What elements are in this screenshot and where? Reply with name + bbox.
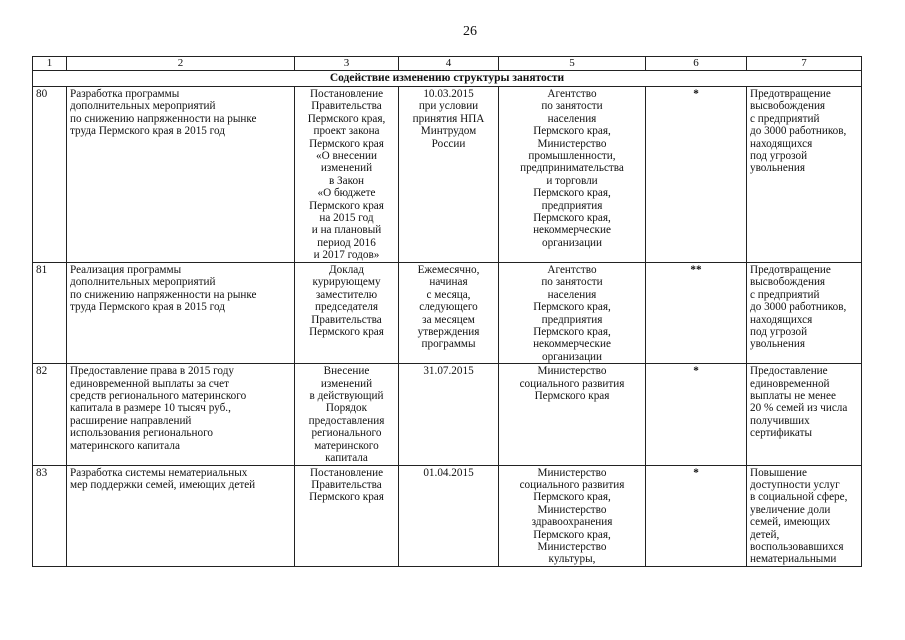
column-number-row (33, 57, 862, 71)
row-number: 80 (33, 87, 67, 263)
deadline-cell: Ежемесячно, начиная с месяца, следующего за месяцем утверждения программы (399, 263, 499, 364)
row-number: 82 (33, 364, 67, 465)
document-cell: Постановление Правительства Пермского края, проект закона Пермского края «О внесении изменений в Закон «О бюджете Пермского края на 2015 год и на плановый период 2016 и 2017 годов» (295, 87, 399, 263)
document-cell: Внесение изменений в действующий Порядок предоставления регионального материнского капитала (295, 364, 399, 465)
table-row (33, 87, 862, 263)
column-number: 3 (295, 57, 399, 71)
column-number: 7 (747, 57, 862, 71)
measure-cell: Предоставление права в 2015 году единовременной выплаты за счет средств регионального материнского капитала в размере 10 тысяч руб., расширение направлений использования регионального материнского капитала (67, 364, 295, 465)
result-cell: Предотвращение высвобождения с предприятий до 3000 работников, находящихся под угрозой увольнения (747, 263, 862, 364)
column-number: 1 (33, 57, 67, 71)
measure-cell: Реализация программы дополнительных мероприятий по снижению напряженности на рынке труда Пермского края в 2015 год (67, 263, 295, 364)
financing-mark: ** (646, 263, 747, 364)
responsible-cell: Агентство по занятости населения Пермского края, Министерство промышленности, предпринимательства и торговли Пермского края, предприятия Пермского края, некоммерческие организации (499, 87, 646, 263)
deadline-cell: 01.04.2015 (399, 465, 499, 566)
responsible-cell: Агентство по занятости населения Пермского края, предприятия Пермского края, некоммерческие организации (499, 263, 646, 364)
section-header-row (33, 71, 862, 87)
row-number: 81 (33, 263, 67, 364)
responsible-cell: Министерство социального развития Пермского края (499, 364, 646, 465)
financing-mark: * (646, 364, 747, 465)
document-cell: Доклад курирующему заместителю председателя Правительства Пермского края (295, 263, 399, 364)
measure-cell: Разработка системы нематериальных мер поддержки семей, имеющих детей (67, 465, 295, 566)
column-number: 4 (399, 57, 499, 71)
page-number: 26 (463, 24, 477, 39)
measure-cell: Разработка программы дополнительных мероприятий по снижению напряженности на рынке труда Пермского края в 2015 год (67, 87, 295, 263)
document-cell: Постановление Правительства Пермского края (295, 465, 399, 566)
result-cell: Предоставление единовременной выплаты не менее 20 % семей из числа получивших сертификаты (747, 364, 862, 465)
row-number: 83 (33, 465, 67, 566)
column-number: 2 (67, 57, 295, 71)
column-number: 5 (499, 57, 646, 71)
financing-mark: * (646, 465, 747, 566)
section-title: Содействие изменению структуры занятости (33, 71, 862, 87)
table-row (33, 263, 862, 364)
deadline-cell: 31.07.2015 (399, 364, 499, 465)
financing-mark: * (646, 87, 747, 263)
table-row (33, 465, 862, 566)
responsible-cell: Министерство социального развития Пермского края, Министерство здравоохранения Пермского края, Министерство культуры, (499, 465, 646, 566)
table-row (33, 364, 862, 465)
measures-table (32, 56, 862, 567)
result-cell: Предотвращение высвобождения с предприятий до 3000 работников, находящихся под угрозой увольнения (747, 87, 862, 263)
column-number: 6 (646, 57, 747, 71)
result-cell: Повышение доступности услуг в социальной сфере, увеличение доли семей, имеющих детей, воспользовавшихся нематериальными (747, 465, 862, 566)
deadline-cell: 10.03.2015 при условии принятия НПА Минтрудом России (399, 87, 499, 263)
